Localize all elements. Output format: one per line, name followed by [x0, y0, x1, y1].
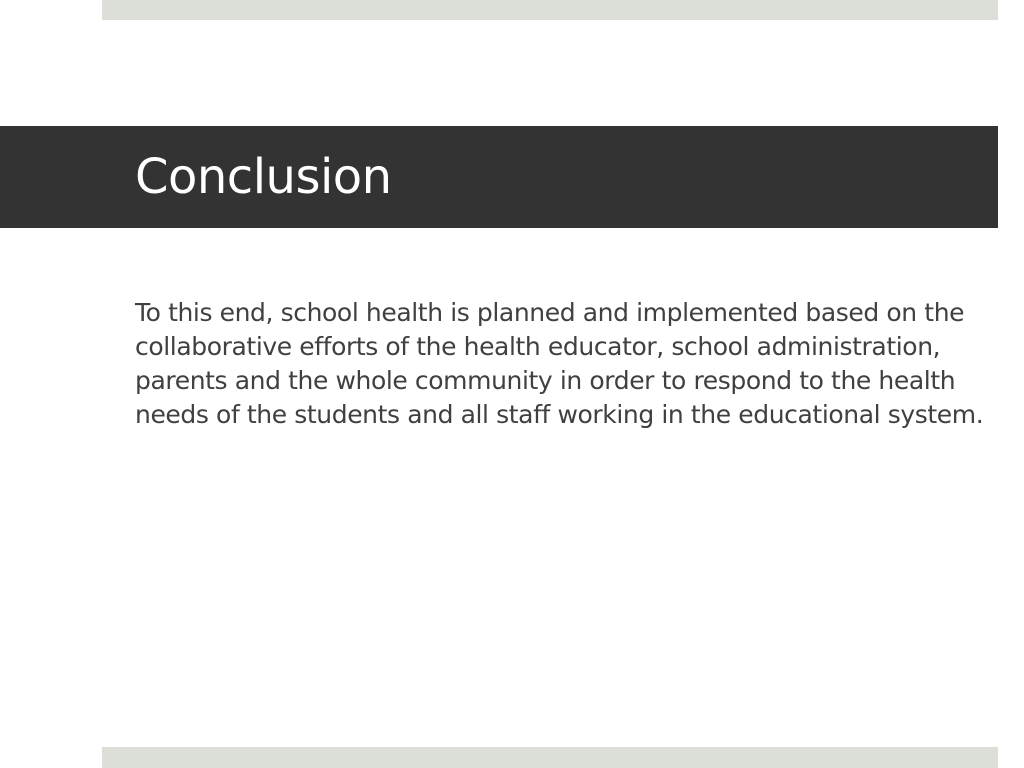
top-accent-band [102, 0, 998, 20]
slide-title: Conclusion [135, 149, 392, 205]
bottom-accent-band [102, 747, 998, 768]
slide-body-text: To this end, school health is planned and implemented based on the collaborative efforts of the health educator, school administration, parents and the whole community in order to respond to the health needs of the students and all staff working in the educational system. [135, 298, 984, 429]
